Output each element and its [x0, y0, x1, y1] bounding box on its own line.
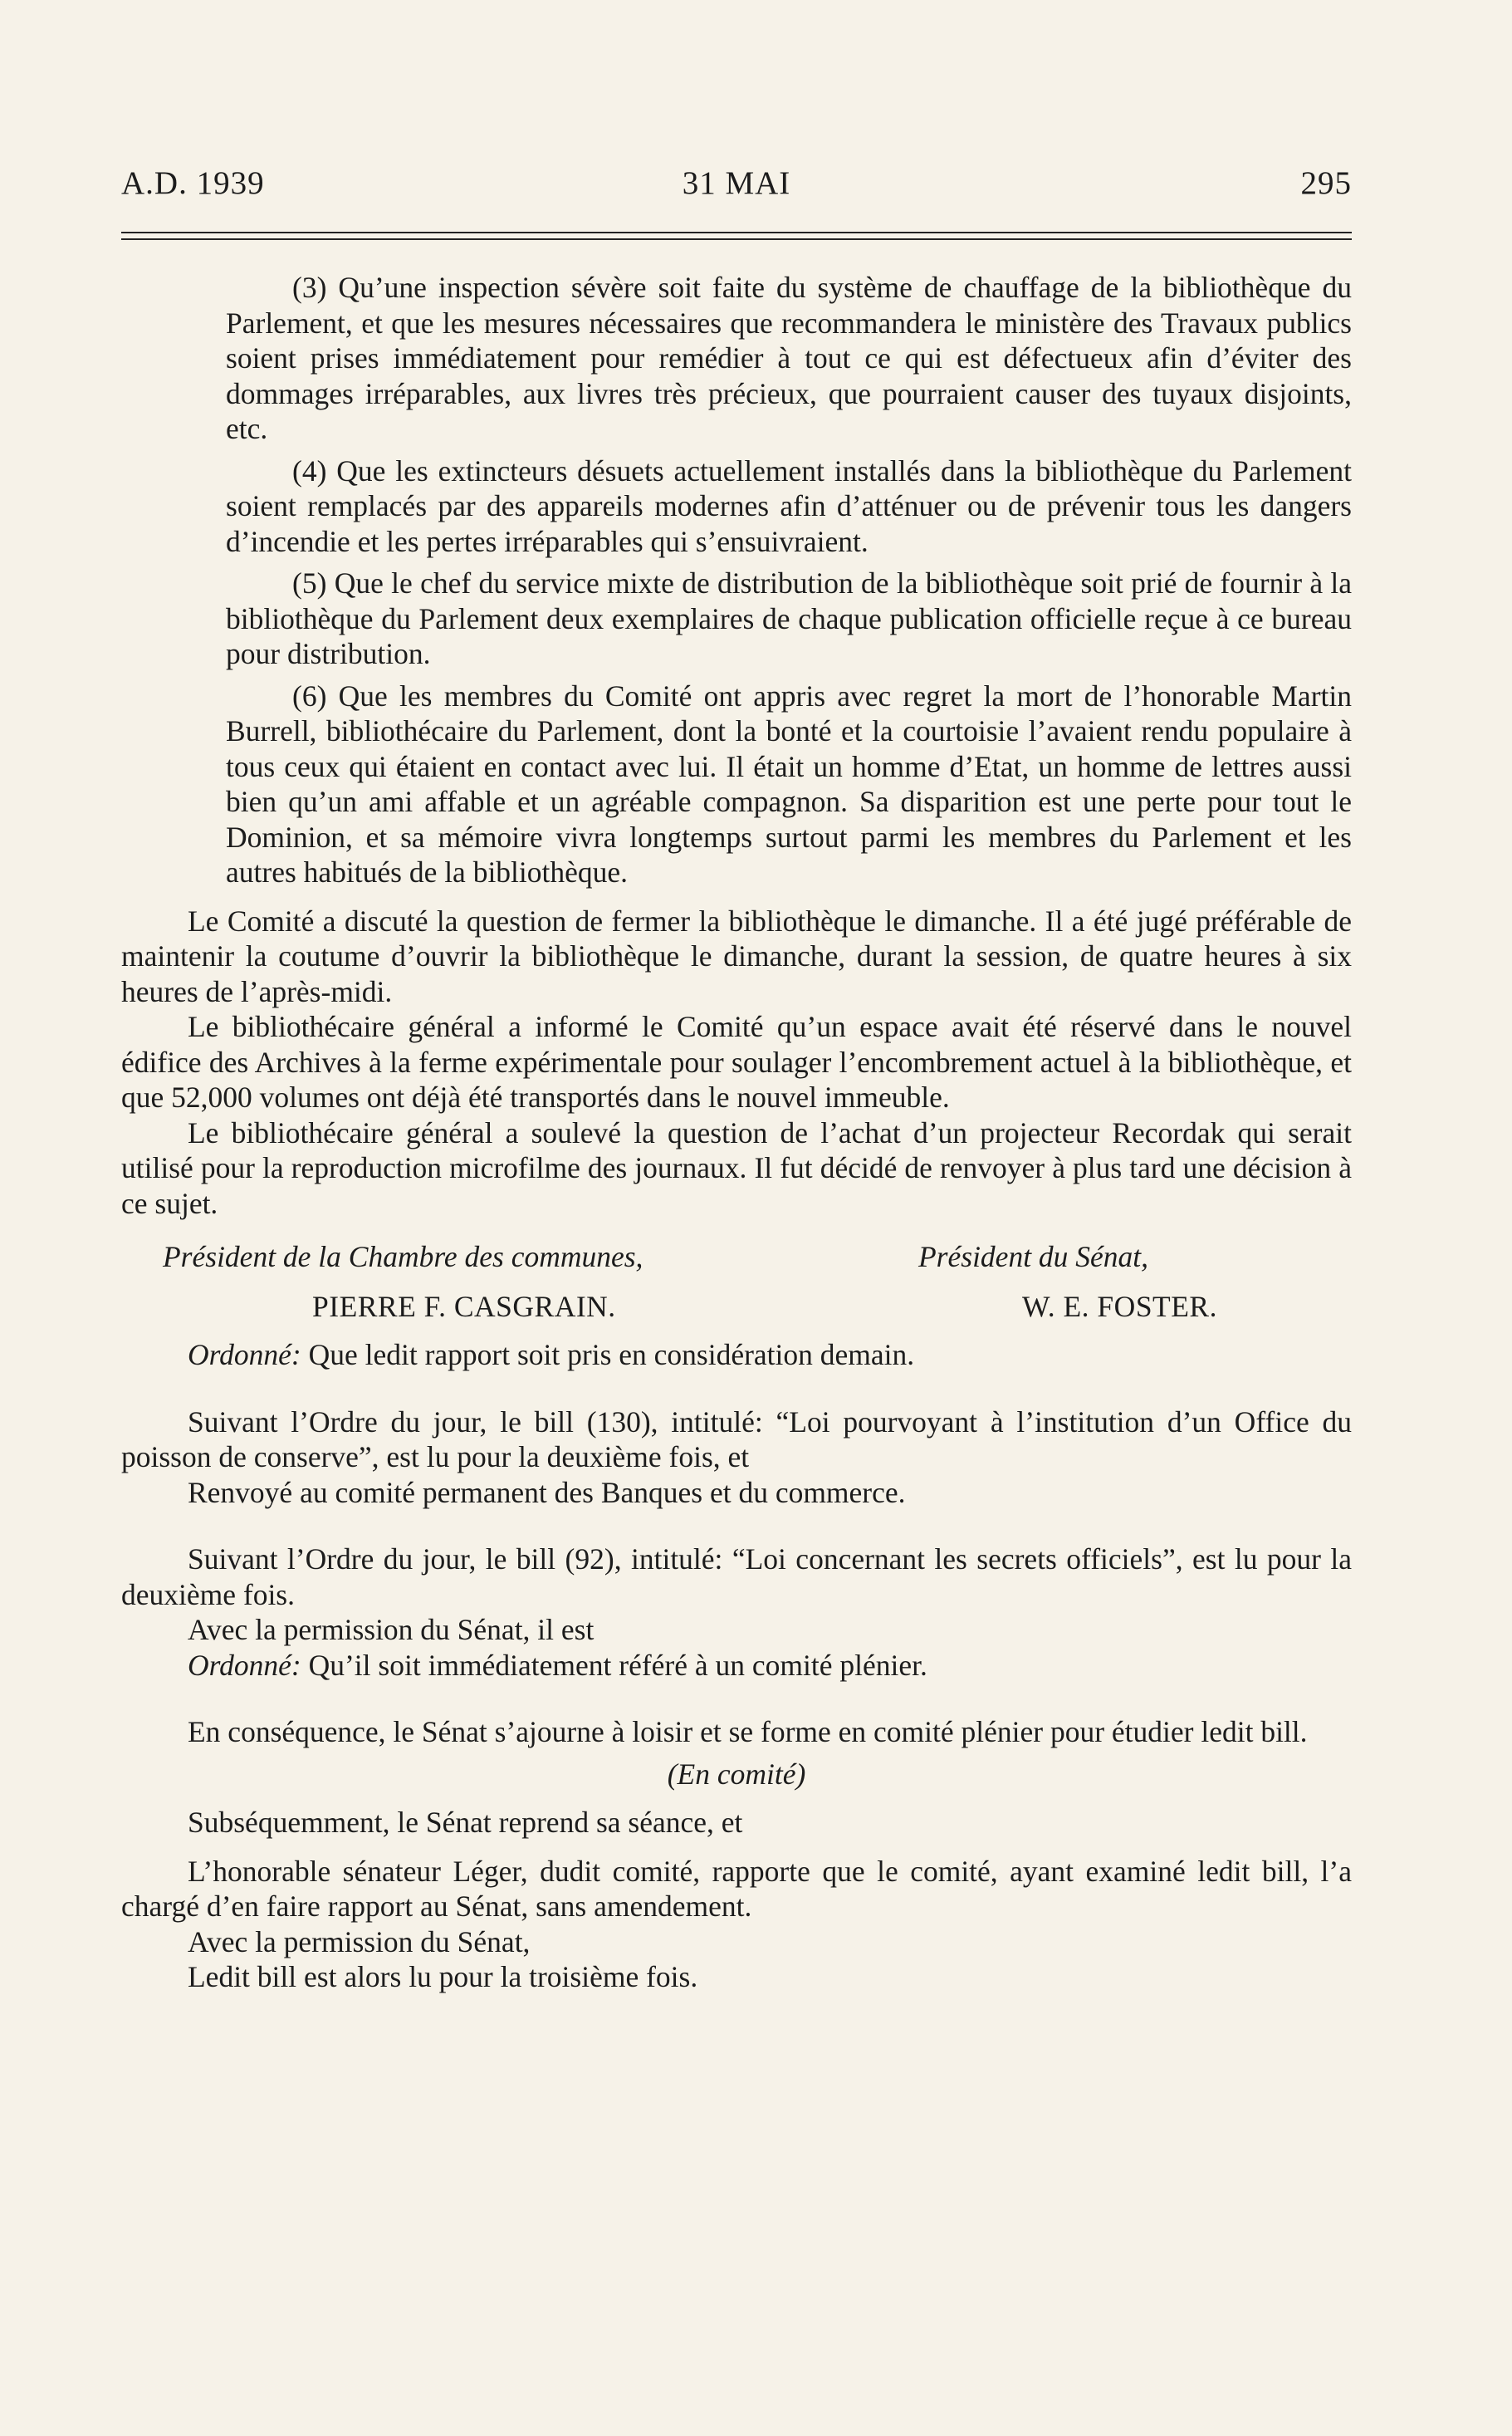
header-rule-bottom [121, 238, 1352, 240]
header-rule-top [121, 232, 1352, 233]
permission-senat: Avec la permission du Sénat, [188, 1924, 531, 1958]
bill-130: Suivant l’Ordre du jour, le bill (130), intitulé: “Loi pourvoyant à l’institution d’un Office du poisson de conserve”, est lu pour la deuxième fois, et [121, 1404, 1352, 1473]
bill-92-ordonne-text: Qu’il soit immédiatement référé à un comité plénier. [301, 1648, 927, 1682]
running-header [121, 164, 1352, 206]
item-3: (3) Qu’une inspection sévère soit faite du système de chauffage de la bibliothèque du Parlement, et que les mesures nécessaires que recommandera le ministère des Travaux publics soient prises immédiatement pour remédier à tout ce qui est défectueux afin d’éviter des dommages irréparables, aux livres très précieux, que pourraient causer des tuyaux disjoints, etc. [226, 271, 1352, 445]
signature-right-name: W. E. FOSTER. [1022, 1290, 1217, 1323]
signature-titles [121, 1239, 1352, 1274]
bill-92-permission: Avec la permission du Sénat, il est [188, 1613, 595, 1646]
item-4: (4) Que les extincteurs désuets actuellement installés dans la bibliothèque du Parlement soient remplacés par des appareils modernes afin d’atténuer ou de prévenir tous les dangers d’incendie et les pertes irréparables qui s’ensuivraient. [226, 453, 1352, 558]
ordonne-rapport [121, 1337, 1352, 1373]
signature-names [121, 1289, 1352, 1324]
paragraph-dimanche: Le Comité a discuté la question de fermer la bibliothèque le dimanche. Il a été jugé préférable de maintenir la coutume d’ouvrir la bibliothèque le dimanche, durant la session, de quatre heures à six heures de l’après-midi. [121, 904, 1352, 1008]
bill-92-ordonne [121, 1648, 1352, 1684]
bill-92: Suivant l’Ordre du jour, le bill (92), intitulé: “Loi concernant les secrets officiels”, est lu pour la deuxième fois. [121, 1542, 1352, 1611]
troisieme-lecture: Ledit bill est alors lu pour la troisième fois. [188, 1960, 698, 1993]
subsequemment: Subséquemment, le Sénat reprend sa séance, et [188, 1806, 743, 1839]
signature-left-title: Président de la Chambre des communes, [163, 1240, 643, 1273]
signature-right-title: Président du Sénat, [918, 1240, 1149, 1273]
page-number: 295 [1300, 165, 1352, 201]
paragraph-archives: Le bibliothécaire général a informé le Comité qu’un espace avait été réservé dans le nouvel édifice des Archives à la ferme expérimentale pour soulager l’encombrement actuel à la bibliothèque, et que 52,000 volumes ont déjà été transportés dans le nouvel immeuble. [121, 1010, 1352, 1114]
bill-130-renvoye: Renvoyé au comité permanent des Banques et du commerce. [188, 1475, 906, 1509]
body-text [121, 270, 1352, 1995]
paragraph-recordak: Le bibliothécaire général a soulevé la question de l’achat d’un projecteur Recordak qui serait utilisé pour la reproduction microfilme des journaux. Il fut décidé de renvoyer à plus tard une décision à ce sujet. [121, 1115, 1352, 1220]
en-comite: (En comité) [667, 1757, 806, 1791]
header-date: 31 MAI [682, 165, 791, 201]
header-year: A.D. 1939 [121, 165, 265, 201]
item-6: (6) Que les membres du Comité ont appris avec regret la mort de l’honorable Martin Burrell, bibliothécaire du Parlement, dont la bonté et la courtoisie l’avaient rendu populaire à tous ceux qui étaient en contact avec lui. Il était un homme d’Etat, un homme de lettres aussi bien qu’un ami affable et un agréable compagnon. Sa disparition est une perte pour tout le Dominion, et sa mémoire vivra longtemps surtout parmi les membres du Parlement et les autres habitués de la bibliothèque. [226, 679, 1352, 889]
leger-report: L’honorable sénateur Léger, dudit comité, rapporte que le comité, ayant examiné ledit bill, l’a chargé d’en faire rapport au Sénat, sans amendement. [121, 1854, 1352, 1923]
item-5: (5) Que le chef du service mixte de distribution de la bibliothèque soit prié de fournir à la bibliothèque du Parlement deux exemplaires de chaque publication officielle reçue à ce bureau pour distribution. [226, 566, 1352, 670]
signature-left-name: PIERRE F. CASGRAIN. [312, 1290, 616, 1323]
ordonne-label: Ordonné: [188, 1338, 301, 1371]
ordonne-text: Que ledit rapport soit pris en considération demain. [301, 1338, 915, 1371]
bill-92-ordonne-label: Ordonné: [188, 1648, 301, 1682]
consequence: En conséquence, le Sénat s’ajourne à loisir et se forme en comité plénier pour étudier ledit bill. [188, 1715, 1308, 1748]
